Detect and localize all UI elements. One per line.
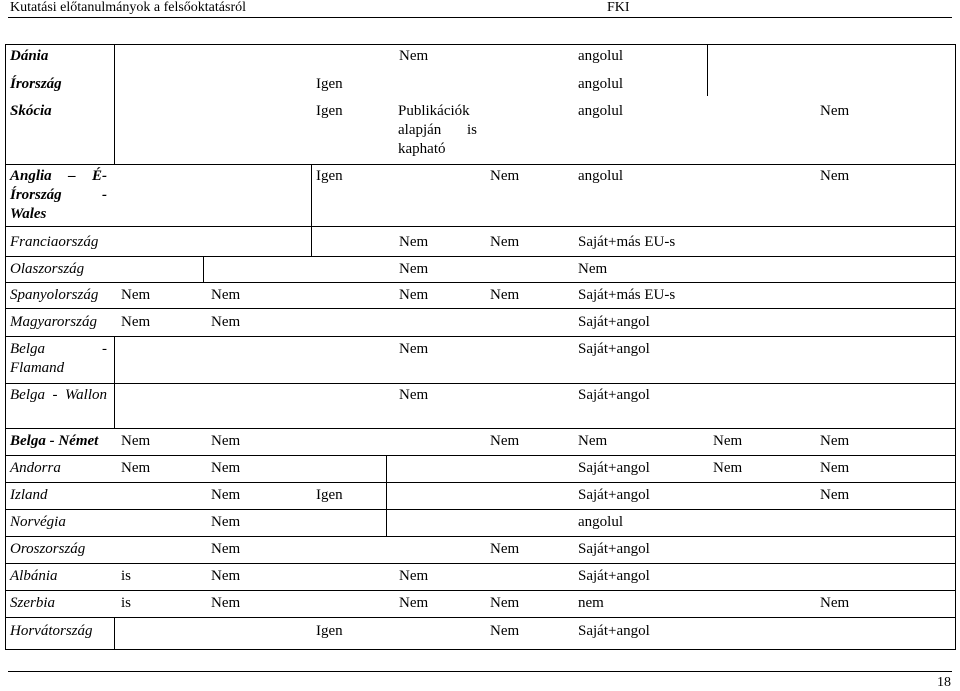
page-number: 18 [937, 675, 951, 690]
cell: Nem [399, 261, 429, 277]
country-cell: Albánia [10, 568, 58, 584]
cell: Nem [121, 433, 151, 449]
cell: Nem [820, 433, 850, 449]
cell: Nem [121, 287, 151, 303]
cell: Nem [211, 460, 241, 476]
cell: Nem [399, 287, 429, 303]
country-cell: Izland [10, 487, 48, 503]
cell: Saját+angol [578, 387, 650, 403]
cell: Nem [820, 103, 850, 119]
cell: Saját+angol [578, 568, 650, 584]
country-cell: Franciaország [10, 234, 99, 250]
cell: Nem [820, 487, 850, 503]
cell: Igen [316, 623, 343, 639]
cell: Nem [490, 623, 520, 639]
country-cell: Anglia – É-Írország - Wales [10, 168, 107, 222]
country-cell: Spanyolország [10, 287, 99, 303]
cell: Nem [490, 287, 520, 303]
cell: angolul [578, 168, 623, 184]
cell: Igen [316, 168, 343, 184]
cell: Nem [399, 48, 429, 64]
cell: Nem [578, 433, 608, 449]
cell: Nem [399, 387, 429, 403]
cell: Saját+angol [578, 487, 650, 503]
country-cell: Magyarország [10, 314, 97, 330]
cell: Nem [211, 568, 241, 584]
country-cell: Szerbia [10, 595, 55, 611]
cell: Igen [316, 487, 343, 503]
cell: Igen [316, 103, 343, 119]
country-cell: Skócia [10, 103, 52, 119]
cell: Nem [211, 287, 241, 303]
country-cell: Belga - Flamand [10, 341, 107, 376]
cell: is [121, 568, 132, 584]
cell: Nem [490, 433, 520, 449]
cell: Igen [316, 76, 343, 92]
cell: Nem [713, 460, 743, 476]
cell: angolul [578, 514, 623, 530]
cell: Nem [211, 314, 241, 330]
footer-rule [8, 671, 952, 672]
cell: Saját+angol [578, 314, 650, 330]
header-title: Kutatási előtanulmányok a felsőoktatásról [10, 0, 246, 15]
cell: Nem [490, 234, 520, 250]
country-cell: Norvégia [10, 514, 66, 530]
cell: Nem [211, 487, 241, 503]
cell: Nem [211, 595, 241, 611]
cell: Nem [399, 595, 429, 611]
cell: angolul [578, 48, 623, 64]
cell: Saját+más EU-s [578, 234, 676, 250]
cell: angolul [578, 103, 623, 119]
cell: Nem [399, 341, 429, 357]
cell: Nem [820, 595, 850, 611]
cell: is [121, 595, 132, 611]
cell: Nem [121, 460, 151, 476]
cell: Saját+angol [578, 341, 650, 357]
cell: Nem [490, 168, 520, 184]
cell: Nem [399, 568, 429, 584]
country-cell: Belga - Wallon [10, 387, 107, 403]
cell: nem [578, 595, 604, 611]
country-cell: Írország [10, 76, 62, 92]
cell: Nem [578, 261, 608, 277]
cell: Saját+angol [578, 460, 650, 476]
country-cell: Olaszország [10, 261, 85, 277]
country-cell: Dánia [10, 48, 49, 64]
cell: Nem [490, 595, 520, 611]
cell: Nem [211, 541, 241, 557]
cell: angolul [578, 76, 623, 92]
country-cell: Andorra [10, 460, 61, 476]
header-org: FKI [607, 0, 630, 15]
cell: Nem [820, 460, 850, 476]
cell: Nem [820, 168, 850, 184]
country-cell: Horvátország [10, 623, 93, 639]
cell: Nem [713, 433, 743, 449]
country-cell: Oroszország [10, 541, 86, 557]
page-header [8, 0, 952, 18]
cell: Nem [121, 314, 151, 330]
cell: Nem [490, 541, 520, 557]
country-cell: Belga - Német [10, 433, 99, 449]
cell: Saját+angol [578, 623, 650, 639]
cell: Nem [399, 234, 429, 250]
cell: Saját+angol [578, 541, 650, 557]
cell: Saját+más EU-s [578, 287, 676, 303]
cell: Nem [211, 433, 241, 449]
cell: Publikációk alapján is kapható [398, 103, 477, 157]
cell: Nem [211, 514, 241, 530]
